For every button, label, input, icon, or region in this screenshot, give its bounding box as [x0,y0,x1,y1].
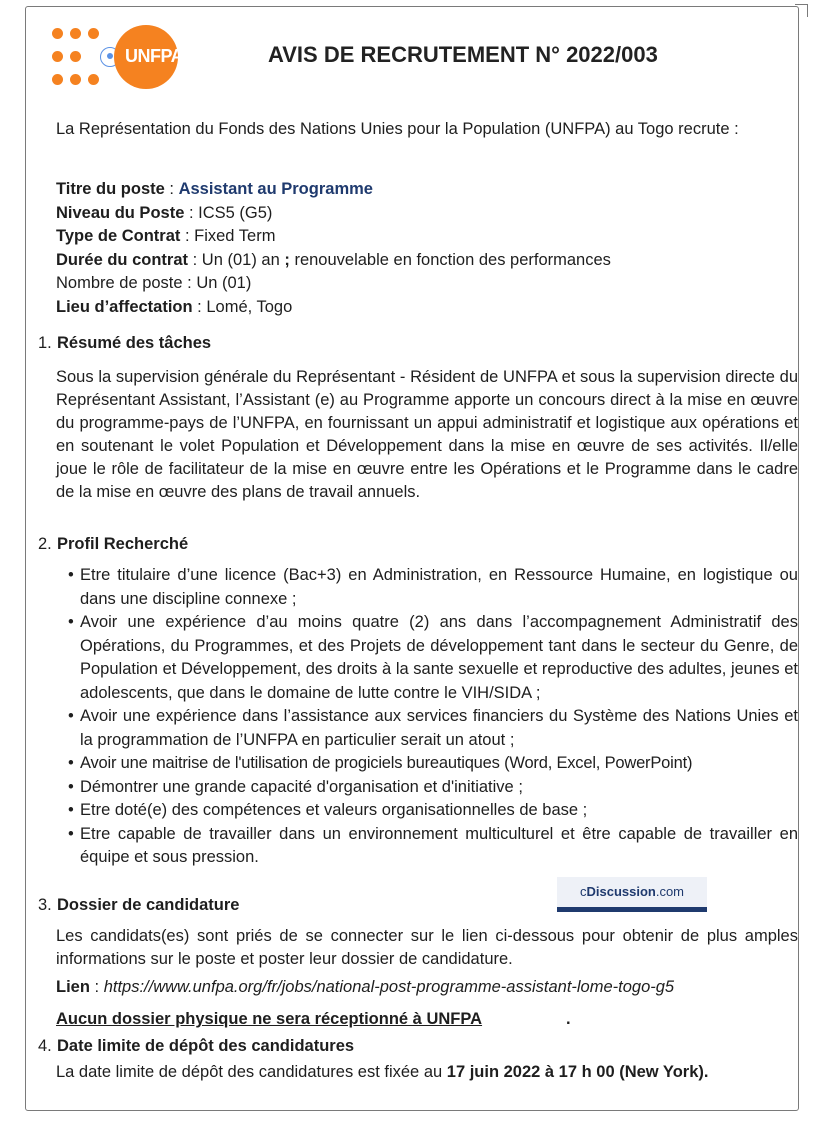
section-2-heading: 2. Profil Recherché [38,535,189,553]
lieu-value: Lomé, Togo [206,297,293,316]
intro-text: La Représentation du Fonds des Nations Unies pour la Population (UNFPA) au Togo recrute : [56,120,739,138]
job-info: Titre du poste : Assistant au Programme Niveau du Poste : ICS5 (G5) Type de Contrat : Fixed Term Durée du contrat : Un (01) an ; renouvelable en fonction des performances Nombre de poste : Un (01) Lieu d’affectation : Lomé, Togo [56,180,611,316]
frame-corner [795,4,808,17]
list-item: • Démontrer une grande capacité d'organisation et d'initiative ; [80,776,798,800]
unfpa-logo [52,22,188,92]
section-3-heading: 3. Dossier de candidature [38,896,240,914]
profile-list [80,564,798,870]
list-item: • Avoir une maitrise de l'utilisation de progiciels bureautiques (Word, Excel, PowerPoint) [80,752,798,776]
duree-label: Durée du contrat [56,250,189,269]
application-link: Lien : https://www.unfpa.org/fr/jobs/national-post-programme-assistant-lome-togo-g5 [56,978,675,996]
contrat-label: Type de Contrat [56,227,181,245]
list-item: • Avoir une expérience d’au moins quatre (2) ans dans l’accompagnement Administratif des Opérations, du Programmes, et des Projets de développement tant dans le secteur du Genre, de Population et Développement, des droits à la sante sexuelle et reproductive des adultes, jeunes et adolescents, que dans le domaine de lutte contre le VIH/SIDA ; [80,611,798,705]
duree-sep: ; [284,250,290,269]
niveau-label: Niveau du Poste [56,203,185,222]
duree-value-a: Un (01) an [201,250,280,269]
warning-text: Aucun dossier physique ne sera réceptionné à UNFPA [56,1010,483,1028]
page-title: AVIS DE RECRUTEMENT N° 2022/003 [268,42,658,67]
section-4-body: La date limite de dépôt des candidatures est fixée au 17 juin 2022 à 17 h 00 (New York). [56,1063,709,1081]
section-1-heading: 1. Résumé des tâches [38,334,212,352]
duree-value-b: renouvelable en fonction des performances [294,250,611,269]
niveau-value: ICS5 (G5) [198,203,273,222]
warning-period: . [566,1010,571,1028]
nombre-text: Nombre de poste : Un (01) [56,274,252,292]
logo-text: UNFPA [125,46,184,66]
list-item: • Etre titulaire d’une licence (Bac+3) en Administration, en Ressource Humaine, en logistique ou dans une discipline connexe ; [80,564,798,611]
section-3-body: Les candidats(es) sont priés de se connecter sur le lien ci-dessous pour obtenir de plus amples informations sur le poste et poster leur dossier de candidature. [56,927,798,968]
contrat-value: Fixed Term [194,227,276,245]
section-4-heading: 4. Date limite de dépôt des candidatures [38,1037,355,1055]
list-item: • Etre capable de travailler dans un environnement multiculturel et être capable de travailler en équipe et sous pression. [80,823,798,870]
list-item: • Etre doté(e) des compétences et valeurs organisationnelles de base ; [80,799,798,823]
list-item: • Avoir une expérience dans l’assistance aux services financiers du Système des Nations Unies et la programmation de l’UNFPA en particulier serait un atout ; [80,705,798,752]
section-1-body: Sous la supervision générale du Représentant - Résident de UNFPA et sous la supervision directe du Représentant Assistant, l’Assistant (e) au Programme apporte un concours direct à la mise en œuvre du programme-pays de l’UNFPA, en fournissant un appui administratif et logistique aux opérations et en soutenant le volet Population et Développement dans la mise en œuvre de ses activités. Il/elle joue le rôle de facilitateur de la mise en œuvre entre les Opérations et le Programme dans le cadre de la mise en œuvre des plans de travail annuels. [56,368,798,501]
titre-value: Assistant au Programme [178,180,373,198]
link-url[interactable]: https://www.unfpa.org/fr/jobs/national-post-programme-assistant-lome-togo-g5 [103,978,675,996]
titre-label: Titre du poste [56,180,165,198]
watermark-logo: cDiscussion.com [557,877,707,912]
lieu-label: Lieu d’affectation [56,297,193,316]
deadline-value: 17 juin 2022 à 17 h 00 (New York). [446,1063,709,1081]
